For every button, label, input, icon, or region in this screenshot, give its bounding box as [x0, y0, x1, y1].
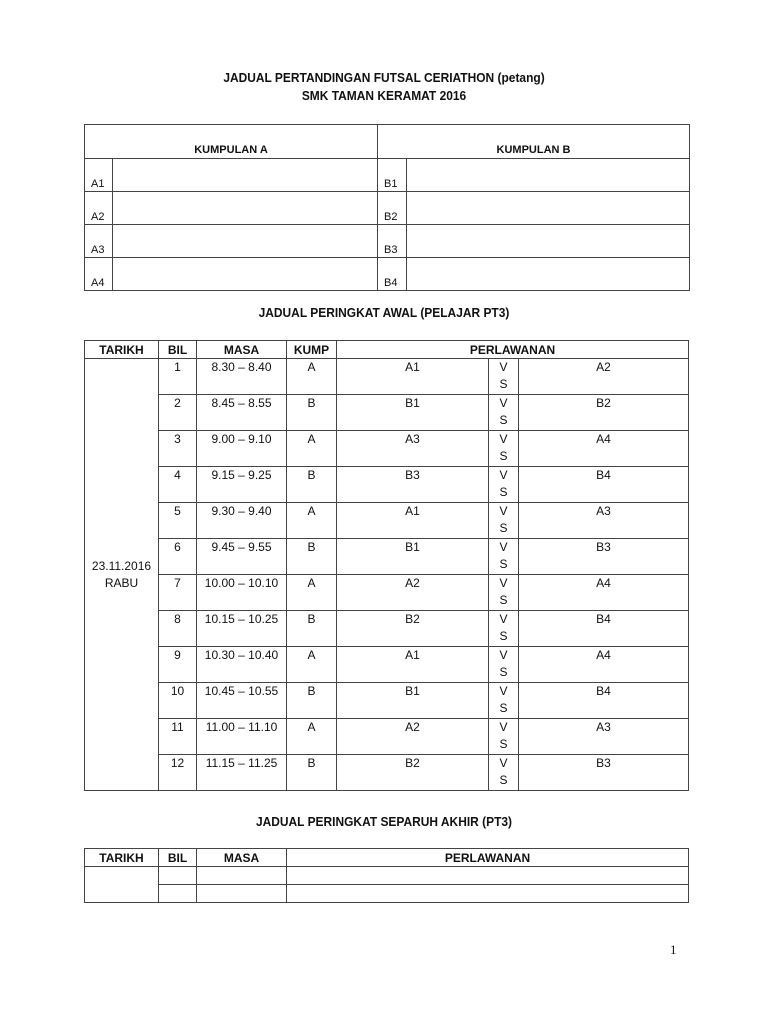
match-away-team: B3: [519, 539, 689, 575]
match-bil: 3: [159, 431, 197, 467]
semi-bil-cell: [159, 867, 197, 885]
match-away-team: B3: [519, 755, 689, 791]
match-kump: A: [287, 575, 337, 611]
match-home-team: B3: [337, 467, 489, 503]
semifinal-title: JADUAL PERINGKAT SEPARUH AKHIR (PT3): [255, 814, 513, 829]
match-vs: [489, 503, 519, 539]
group-a-slot-value: [113, 225, 378, 258]
match-bil: 9: [159, 647, 197, 683]
vs-v: V: [499, 720, 508, 734]
match-bil: 8: [159, 611, 197, 647]
match-masa: 9.30 – 9.40: [197, 503, 287, 539]
header-bil: BIL: [159, 341, 197, 359]
match-bil: 2: [159, 395, 197, 431]
match-vs: [489, 539, 519, 575]
group-b-slot-label: B4: [378, 258, 407, 291]
match-kump: B: [287, 467, 337, 503]
vs-v: V: [499, 468, 508, 482]
match-bil: 7: [159, 575, 197, 611]
match-masa: 10.30 – 10.40: [197, 647, 287, 683]
vs-v: V: [499, 756, 508, 770]
group-a-slot-label: A2: [85, 192, 113, 225]
match-masa: 10.45 – 10.55: [197, 683, 287, 719]
match-rows: [85, 359, 689, 791]
match-bil: 12: [159, 755, 197, 791]
match-kump: A: [287, 719, 337, 755]
document-title: [0, 69, 768, 105]
page-number: 1: [670, 942, 677, 957]
match-row: [85, 719, 689, 755]
group-a-header: KUMPULAN A: [85, 125, 378, 159]
match-date: 23.11.2016: [91, 558, 152, 573]
group-b-header: KUMPULAN B: [378, 125, 690, 159]
preliminary-schedule-table: [84, 340, 689, 791]
match-vs: [489, 647, 519, 683]
match-home-team: B1: [337, 539, 489, 575]
match-bil: 6: [159, 539, 197, 575]
match-away-team: B4: [519, 611, 689, 647]
group-a-slot-value: [113, 192, 378, 225]
vs-s: S: [499, 521, 508, 535]
semi-bil-cell: [159, 885, 197, 903]
vs-v: V: [499, 684, 508, 698]
match-home-team: A1: [337, 647, 489, 683]
semi-match-cell: [287, 885, 689, 903]
vs-s: S: [499, 557, 508, 571]
header-perlawanan: PERLAWANAN: [337, 341, 689, 359]
vs-v: V: [499, 612, 508, 626]
match-bil: 4: [159, 467, 197, 503]
match-vs: [489, 683, 519, 719]
vs-s: S: [499, 485, 508, 499]
match-away-team: A3: [519, 503, 689, 539]
semi-header-masa: MASA: [197, 849, 287, 867]
match-bil: 10: [159, 683, 197, 719]
vs-v: V: [499, 396, 508, 410]
match-masa: 9.45 – 9.55: [197, 539, 287, 575]
match-row: [85, 611, 689, 647]
vs-s: S: [499, 737, 508, 751]
match-home-team: B1: [337, 395, 489, 431]
match-vs: [489, 431, 519, 467]
match-row: [85, 647, 689, 683]
group-b-slot-value: [407, 225, 690, 258]
match-masa: 11.00 – 11.10: [197, 719, 287, 755]
match-row: [85, 395, 689, 431]
vs-s: S: [499, 377, 508, 391]
semi-row: [85, 885, 689, 903]
group-row: [85, 192, 690, 225]
match-masa: 10.00 – 10.10: [197, 575, 287, 611]
vs-s: S: [499, 701, 508, 715]
semi-masa-cell: [197, 867, 287, 885]
group-table: [84, 124, 690, 291]
match-away-team: B2: [519, 395, 689, 431]
match-row: [85, 575, 689, 611]
match-kump: B: [287, 611, 337, 647]
group-rows: [85, 159, 690, 291]
match-day: RABU: [104, 575, 139, 590]
semi-header-tarikh: TARIKH: [85, 849, 159, 867]
match-masa: 11.15 – 11.25: [197, 755, 287, 791]
group-b-slot-label: B1: [378, 159, 407, 192]
group-a-slot-value: [113, 159, 378, 192]
title-line-2: SMK TAMAN KERAMAT 2016: [301, 88, 467, 103]
match-home-team: A1: [337, 503, 489, 539]
group-b-slot-value: [407, 192, 690, 225]
vs-v: V: [499, 432, 508, 446]
match-vs: [489, 611, 519, 647]
match-kump: A: [287, 503, 337, 539]
group-b-slot-value: [407, 159, 690, 192]
match-bil: 1: [159, 359, 197, 395]
header-tarikh: TARIKH: [85, 341, 159, 359]
match-kump: A: [287, 647, 337, 683]
match-kump: B: [287, 755, 337, 791]
match-masa: 8.30 – 8.40: [197, 359, 287, 395]
match-masa: 9.15 – 9.25: [197, 467, 287, 503]
header-kump: KUMP: [287, 341, 337, 359]
match-kump: B: [287, 395, 337, 431]
match-vs: [489, 755, 519, 791]
vs-v: V: [499, 540, 508, 554]
match-away-team: B4: [519, 683, 689, 719]
header-masa: MASA: [197, 341, 287, 359]
match-row: [85, 467, 689, 503]
match-row: [85, 431, 689, 467]
semi-header-perlawanan: PERLAWANAN: [287, 849, 689, 867]
match-away-team: A4: [519, 431, 689, 467]
match-vs: [489, 575, 519, 611]
match-away-team: A2: [519, 359, 689, 395]
vs-s: S: [499, 629, 508, 643]
match-kump: B: [287, 683, 337, 719]
vs-v: V: [499, 576, 508, 590]
group-row: [85, 258, 690, 291]
vs-v: V: [499, 504, 508, 518]
match-row: [85, 755, 689, 791]
match-bil: 11: [159, 719, 197, 755]
semifinal-schedule-table: [84, 848, 689, 903]
match-row: [85, 683, 689, 719]
match-away-team: B4: [519, 467, 689, 503]
group-a-slot-value: [113, 258, 378, 291]
match-vs: [489, 719, 519, 755]
title-line-1: JADUAL PERTANDINGAN FUTSAL CERIATHON (petang): [223, 70, 545, 85]
match-row: [85, 539, 689, 575]
match-away-team: A3: [519, 719, 689, 755]
match-home-team: B2: [337, 755, 489, 791]
semi-date-cell: [85, 867, 159, 903]
match-row: [85, 503, 689, 539]
match-home-team: B1: [337, 683, 489, 719]
match-vs: [489, 359, 519, 395]
match-bil: 5: [159, 503, 197, 539]
vs-s: S: [499, 413, 508, 427]
group-row: [85, 159, 690, 192]
group-a-slot-label: A3: [85, 225, 113, 258]
group-a-slot-label: A1: [85, 159, 113, 192]
match-kump: A: [287, 431, 337, 467]
match-home-team: A2: [337, 575, 489, 611]
group-a-slot-label: A4: [85, 258, 113, 291]
semi-masa-cell: [197, 885, 287, 903]
group-row: [85, 225, 690, 258]
match-date-cell: [85, 359, 159, 791]
semi-row: [85, 867, 689, 885]
match-home-team: B2: [337, 611, 489, 647]
preliminary-title: JADUAL PERINGKAT AWAL (PELAJAR PT3): [258, 305, 510, 320]
match-home-team: A1: [337, 359, 489, 395]
vs-s: S: [499, 449, 508, 463]
group-b-slot-label: B2: [378, 192, 407, 225]
match-masa: 9.00 – 9.10: [197, 431, 287, 467]
match-home-team: A2: [337, 719, 489, 755]
vs-s: S: [499, 665, 508, 679]
match-vs: [489, 467, 519, 503]
semi-match-cell: [287, 867, 689, 885]
group-b-slot-label: B3: [378, 225, 407, 258]
match-home-team: A3: [337, 431, 489, 467]
match-masa: 10.15 – 10.25: [197, 611, 287, 647]
match-vs: [489, 395, 519, 431]
match-masa: 8.45 – 8.55: [197, 395, 287, 431]
semi-header-bil: BIL: [159, 849, 197, 867]
vs-s: S: [499, 593, 508, 607]
match-kump: B: [287, 539, 337, 575]
match-away-team: A4: [519, 575, 689, 611]
vs-s: S: [499, 773, 508, 787]
group-b-slot-value: [407, 258, 690, 291]
vs-v: V: [499, 648, 508, 662]
match-away-team: A4: [519, 647, 689, 683]
match-row: [85, 359, 689, 395]
vs-v: V: [499, 360, 508, 374]
match-kump: A: [287, 359, 337, 395]
